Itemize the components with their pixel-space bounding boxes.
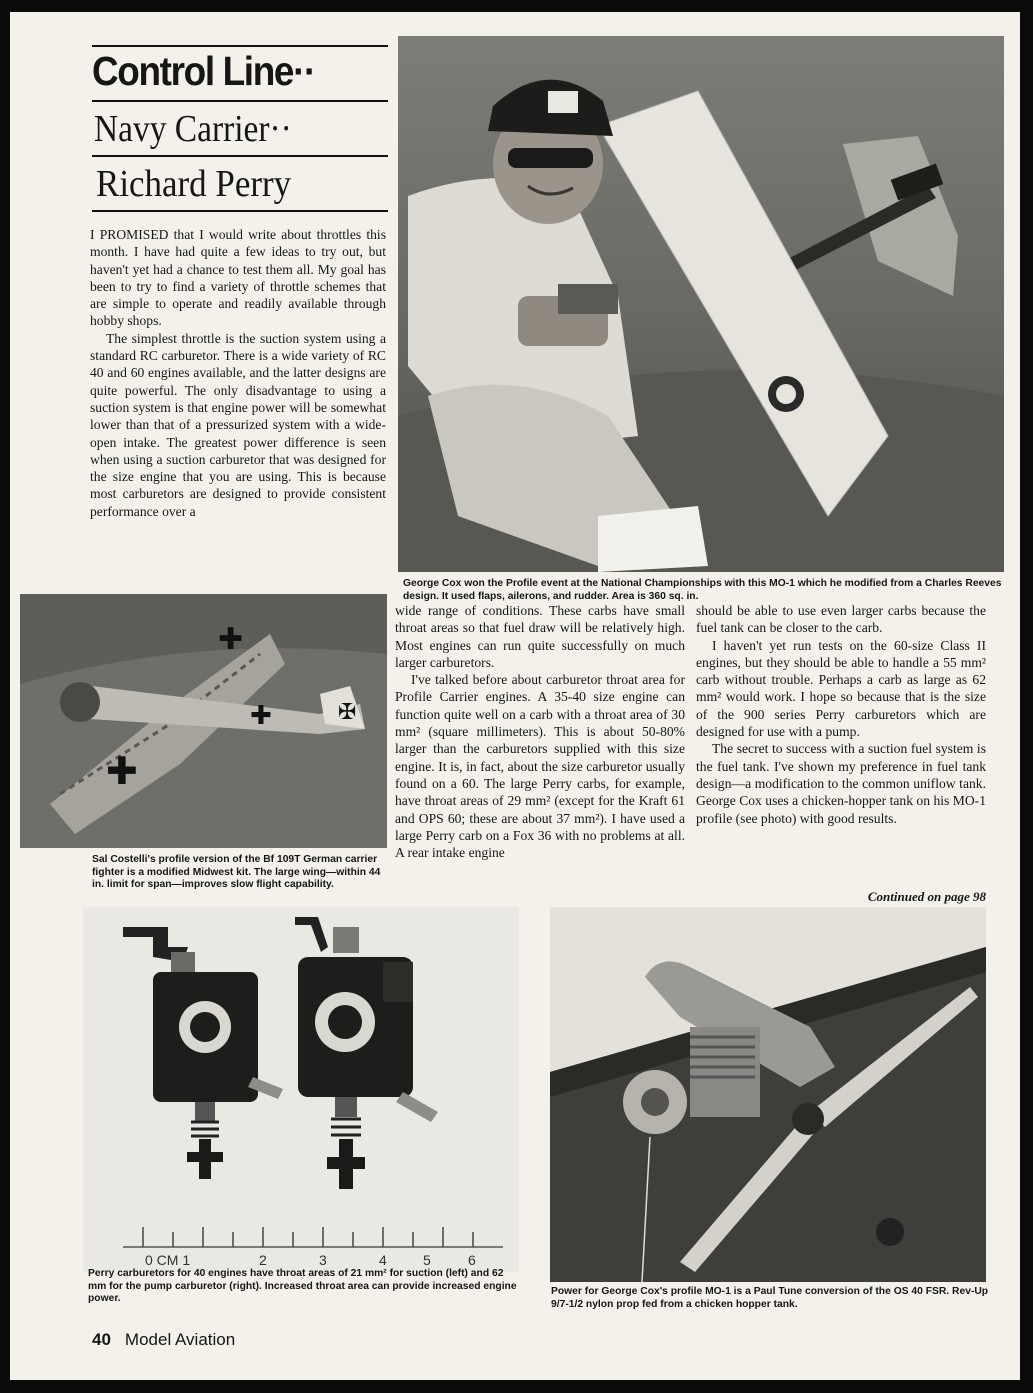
article-column-right [696, 602, 986, 827]
svg-text:✚: ✚ [250, 701, 272, 731]
magazine-page [10, 12, 1020, 1380]
article-column-left [90, 226, 386, 520]
svg-text:✠: ✠ [338, 700, 357, 725]
paragraph: should be able to use even larger carbs because the fuel tank can be closer to the carb. [696, 603, 986, 636]
continued-note: Continued on page 98 [867, 889, 986, 904]
page-number: 40 [92, 1330, 111, 1349]
column-subtitle: Navy Carrier·· [94, 108, 292, 150]
column-title: Control Line·· [92, 48, 315, 94]
caption-bf109-photo: Sal Costelli's profile version of the Bf 109T German carrier fighter is a modified Midwest kit. The large wing—within 44 in. limit for span—improves slow flight capability. [92, 854, 381, 891]
caption-cox-photo: George Cox won the Profile event at the National Championships with this MO-1 which he modified from a Charles Reeves design. It used flaps, ailerons, and rudder. Area is 360 sq. in. [403, 578, 1002, 602]
header-rule [92, 155, 388, 157]
ruler-label: 4 [379, 1252, 387, 1268]
caption-engine-photo: Power for George Cox's profile MO-1 is a Paul Tune conversion of the OS 40 FSR. Rev-Up 9/7-1/2 nylon prop fed from a chicken hopper tank. [551, 1286, 989, 1310]
svg-text:✚: ✚ [106, 749, 138, 793]
header-rule [92, 100, 388, 102]
photo-bf109 [20, 594, 387, 848]
paragraph: I PROMISED that I would write about throttles this month. I have had quite a few ideas to try out, but haven't yet had a chance to test them all. My goal has been to try to find a variety of throttle schemes that are simple to operate and readily available through hobby shops. [90, 227, 386, 329]
paragraph: wide range of conditions. These carbs have small throat areas so that fuel draw will be relatively high. Most engines can run quite successfully on much larger carburetors. [395, 603, 685, 670]
ruler-label: 0 CM 1 [145, 1252, 191, 1268]
ruler-label: 3 [319, 1252, 327, 1268]
photo-george-cox [398, 36, 1004, 572]
paragraph: I've talked before about carburetor throat area for Profile Carrier engines. A 35-40 size engine can function quite well on a carb with a throat area of 30 mm² (square millimeters). This is about 50-80% larger than the carburetors supplied with this size engine. It is, in fact, about the size carburetor usually found on a 60. The large Perry carbs, for example, have throat areas of 29 mm² (except for the Kraft 61 and OPS 60; these are about 37 mm²). I have used a large Perry carb on a Fox 36 with no problems at all. A rear intake engine [395, 672, 685, 861]
page-footer [92, 1330, 235, 1350]
paragraph: I haven't yet run tests on the 60-size Class II engines, but they should be able to handle a 55 mm² carb without trouble. Perhaps a carb as large as 62 mm² would work. I hope so because that is the size of the 900 series Perry carburetors which are designed for use with a pump. [696, 637, 986, 740]
ruler-label: 5 [423, 1252, 431, 1268]
header-rule-bottom [92, 210, 388, 212]
article-column-middle [395, 602, 685, 861]
magazine-name: Model Aviation [124, 1330, 236, 1349]
ruler-label: 2 [259, 1252, 267, 1268]
ruler-label: 6 [468, 1252, 476, 1268]
author-name: Richard Perry [96, 163, 292, 205]
photo-engine [550, 907, 986, 1282]
paragraph: The secret to success with a suction fuel system is the fuel tank. I've shown my preference in fuel tank design—a modification to the common uniflow tank. George Cox uses a chicken-hopper tank on his MO-1 profile (see photo) with good results. [696, 741, 986, 826]
paragraph: The simplest throttle is the suction system using a standard RC carburetor. There is a wide variety of RC 40 and 60 engines available, and the latter designs are quite powerful. The only disadvantage to using a suction system is that engine power will be somewhat lower than that of a pressurized system with a wide-open intake. The greatest power difference is seen when using a suction carburetor that was designed for the size engine that you are using. This is because most carburetors are designed to provide consistent performance over a [90, 330, 386, 519]
photo-carburetors [83, 907, 519, 1272]
caption-carburetors-photo: Perry carburetors for 40 engines have throat areas of 21 mm² for suction (left) and 62 mm for the pump carburetor (right). Increased throat area can provide increased engine power. [88, 1268, 517, 1305]
svg-text:✚: ✚ [218, 622, 244, 657]
